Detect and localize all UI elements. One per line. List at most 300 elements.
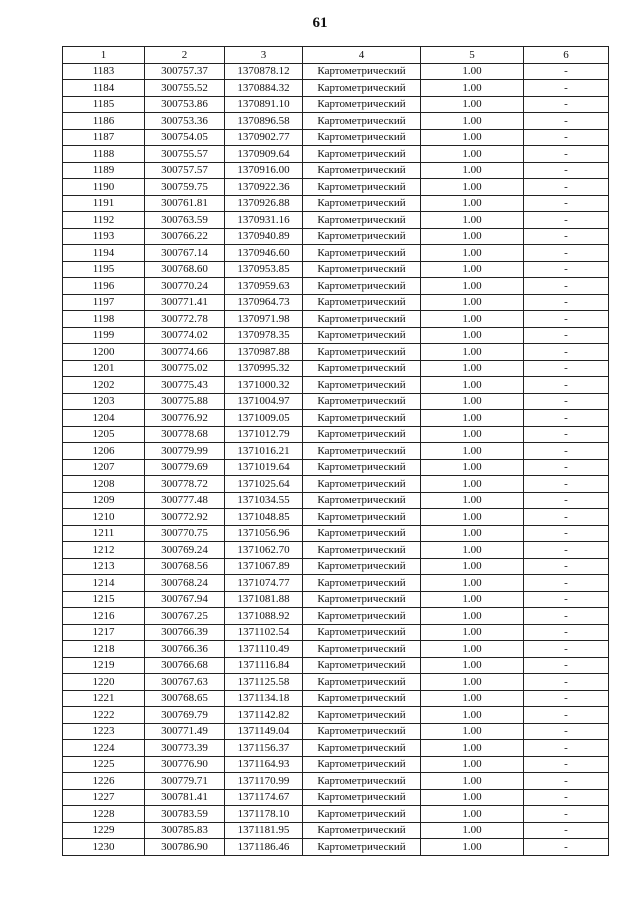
table-row: [63, 509, 609, 526]
table-row: [63, 806, 609, 823]
y-coordinate-cell: 1371110.49: [225, 641, 303, 658]
accuracy-cell: 1.00: [421, 179, 524, 196]
note-cell: -: [524, 195, 609, 212]
method-cell: Картометрический: [303, 690, 421, 707]
point-number-cell: 1228: [63, 806, 145, 823]
y-coordinate-cell: 1371048.85: [225, 509, 303, 526]
method-cell: Картометрический: [303, 624, 421, 641]
accuracy-cell: 1.00: [421, 113, 524, 130]
table-row: [63, 789, 609, 806]
accuracy-cell: 1.00: [421, 773, 524, 790]
accuracy-cell: 1.00: [421, 261, 524, 278]
page-number: 61: [312, 15, 328, 31]
coordinates-table: [62, 46, 609, 856]
accuracy-cell: 1.00: [421, 575, 524, 592]
y-coordinate-cell: 1371116.84: [225, 657, 303, 674]
y-coordinate-cell: 1370878.12: [225, 63, 303, 80]
x-coordinate-cell: 300768.56: [145, 558, 225, 575]
table-row: [63, 624, 609, 641]
point-number-cell: 1209: [63, 492, 145, 509]
x-coordinate-cell: 300753.36: [145, 113, 225, 130]
note-cell: -: [524, 393, 609, 410]
accuracy-cell: 1.00: [421, 492, 524, 509]
point-number-cell: 1213: [63, 558, 145, 575]
method-cell: Картометрический: [303, 641, 421, 658]
point-number-cell: 1203: [63, 393, 145, 410]
x-coordinate-cell: 300771.49: [145, 723, 225, 740]
method-cell: Картометрический: [303, 558, 421, 575]
point-number-cell: 1224: [63, 740, 145, 757]
x-coordinate-cell: 300761.81: [145, 195, 225, 212]
x-coordinate-cell: 300763.59: [145, 212, 225, 229]
point-number-cell: 1222: [63, 707, 145, 724]
x-coordinate-cell: 300773.39: [145, 740, 225, 757]
table-row: [63, 327, 609, 344]
x-coordinate-cell: 300772.92: [145, 509, 225, 526]
table-row: [63, 575, 609, 592]
y-coordinate-cell: 1370940.89: [225, 228, 303, 245]
y-coordinate-cell: 1370995.32: [225, 360, 303, 377]
table-row: [63, 674, 609, 691]
point-number-cell: 1206: [63, 443, 145, 460]
accuracy-cell: 1.00: [421, 96, 524, 113]
accuracy-cell: 1.00: [421, 674, 524, 691]
note-cell: -: [524, 641, 609, 658]
point-number-cell: 1198: [63, 311, 145, 328]
table-row: [63, 294, 609, 311]
y-coordinate-cell: 1370922.36: [225, 179, 303, 196]
y-coordinate-cell: 1371025.64: [225, 476, 303, 493]
method-cell: Картометрический: [303, 129, 421, 146]
x-coordinate-cell: 300770.24: [145, 278, 225, 295]
x-coordinate-cell: 300754.05: [145, 129, 225, 146]
note-cell: -: [524, 179, 609, 196]
accuracy-cell: 1.00: [421, 63, 524, 80]
x-coordinate-cell: 300786.90: [145, 839, 225, 856]
y-coordinate-cell: 1371178.10: [225, 806, 303, 823]
x-coordinate-cell: 300783.59: [145, 806, 225, 823]
x-coordinate-cell: 300767.14: [145, 245, 225, 262]
y-coordinate-cell: 1371012.79: [225, 426, 303, 443]
x-coordinate-cell: 300775.43: [145, 377, 225, 394]
note-cell: -: [524, 789, 609, 806]
point-number-cell: 1191: [63, 195, 145, 212]
table-row: [63, 426, 609, 443]
accuracy-cell: 1.00: [421, 558, 524, 575]
x-coordinate-cell: 300766.68: [145, 657, 225, 674]
point-number-cell: 1202: [63, 377, 145, 394]
y-coordinate-cell: 1371000.32: [225, 377, 303, 394]
accuracy-cell: 1.00: [421, 377, 524, 394]
point-number-cell: 1186: [63, 113, 145, 130]
point-number-cell: 1187: [63, 129, 145, 146]
note-cell: -: [524, 839, 609, 856]
table-row: [63, 63, 609, 80]
accuracy-cell: 1.00: [421, 839, 524, 856]
y-coordinate-cell: 1371156.37: [225, 740, 303, 757]
header-row: [63, 47, 609, 64]
accuracy-cell: 1.00: [421, 690, 524, 707]
note-cell: -: [524, 690, 609, 707]
accuracy-cell: 1.00: [421, 591, 524, 608]
y-coordinate-cell: 1371142.82: [225, 707, 303, 724]
point-number-cell: 1218: [63, 641, 145, 658]
point-number-cell: 1225: [63, 756, 145, 773]
point-number-cell: 1189: [63, 162, 145, 179]
accuracy-cell: 1.00: [421, 740, 524, 757]
method-cell: Картометрический: [303, 509, 421, 526]
accuracy-cell: 1.00: [421, 129, 524, 146]
note-cell: -: [524, 806, 609, 823]
x-coordinate-cell: 300753.86: [145, 96, 225, 113]
method-cell: Картометрический: [303, 393, 421, 410]
table-row: [63, 162, 609, 179]
x-coordinate-cell: 300766.22: [145, 228, 225, 245]
point-number-cell: 1196: [63, 278, 145, 295]
x-coordinate-cell: 300776.92: [145, 410, 225, 427]
table-row: [63, 756, 609, 773]
table-row: [63, 608, 609, 625]
table-row: [63, 344, 609, 361]
point-number-cell: 1192: [63, 212, 145, 229]
column-header: 5: [421, 47, 524, 64]
x-coordinate-cell: 300767.63: [145, 674, 225, 691]
table-row: [63, 80, 609, 97]
note-cell: -: [524, 294, 609, 311]
note-cell: -: [524, 410, 609, 427]
y-coordinate-cell: 1371074.77: [225, 575, 303, 592]
accuracy-cell: 1.00: [421, 459, 524, 476]
table-row: [63, 641, 609, 658]
method-cell: Картометрический: [303, 492, 421, 509]
x-coordinate-cell: 300767.94: [145, 591, 225, 608]
point-number-cell: 1223: [63, 723, 145, 740]
method-cell: Картометрический: [303, 410, 421, 427]
x-coordinate-cell: 300774.66: [145, 344, 225, 361]
method-cell: Картометрический: [303, 96, 421, 113]
accuracy-cell: 1.00: [421, 756, 524, 773]
accuracy-cell: 1.00: [421, 327, 524, 344]
table-row: [63, 360, 609, 377]
point-number-cell: 1216: [63, 608, 145, 625]
note-cell: -: [524, 426, 609, 443]
method-cell: Картометрический: [303, 195, 421, 212]
table-row: [63, 311, 609, 328]
point-number-cell: 1190: [63, 179, 145, 196]
y-coordinate-cell: 1370987.88: [225, 344, 303, 361]
x-coordinate-cell: 300775.88: [145, 393, 225, 410]
x-coordinate-cell: 300757.57: [145, 162, 225, 179]
note-cell: -: [524, 162, 609, 179]
method-cell: Картометрический: [303, 723, 421, 740]
y-coordinate-cell: 1370891.10: [225, 96, 303, 113]
table-row: [63, 443, 609, 460]
accuracy-cell: 1.00: [421, 723, 524, 740]
method-cell: Картометрический: [303, 294, 421, 311]
y-coordinate-cell: 1370896.58: [225, 113, 303, 130]
note-cell: -: [524, 608, 609, 625]
method-cell: Картометрический: [303, 162, 421, 179]
point-number-cell: 1195: [63, 261, 145, 278]
x-coordinate-cell: 300779.99: [145, 443, 225, 460]
x-coordinate-cell: 300774.02: [145, 327, 225, 344]
point-number-cell: 1210: [63, 509, 145, 526]
x-coordinate-cell: 300775.02: [145, 360, 225, 377]
accuracy-cell: 1.00: [421, 294, 524, 311]
method-cell: Картометрический: [303, 459, 421, 476]
accuracy-cell: 1.00: [421, 641, 524, 658]
accuracy-cell: 1.00: [421, 624, 524, 641]
note-cell: -: [524, 740, 609, 757]
accuracy-cell: 1.00: [421, 162, 524, 179]
y-coordinate-cell: 1371019.64: [225, 459, 303, 476]
table-header: [63, 47, 609, 64]
accuracy-cell: 1.00: [421, 789, 524, 806]
method-cell: Картометрический: [303, 542, 421, 559]
y-coordinate-cell: 1370926.88: [225, 195, 303, 212]
note-cell: -: [524, 558, 609, 575]
note-cell: -: [524, 591, 609, 608]
table-row: [63, 278, 609, 295]
note-cell: -: [524, 707, 609, 724]
note-cell: -: [524, 80, 609, 97]
accuracy-cell: 1.00: [421, 344, 524, 361]
table-row: [63, 740, 609, 757]
x-coordinate-cell: 300757.37: [145, 63, 225, 80]
note-cell: -: [524, 146, 609, 163]
method-cell: Картометрический: [303, 63, 421, 80]
x-coordinate-cell: 300755.52: [145, 80, 225, 97]
note-cell: -: [524, 492, 609, 509]
table-row: [63, 558, 609, 575]
y-coordinate-cell: 1371081.88: [225, 591, 303, 608]
y-coordinate-cell: 1370964.73: [225, 294, 303, 311]
note-cell: -: [524, 773, 609, 790]
method-cell: Картометрический: [303, 657, 421, 674]
x-coordinate-cell: 300778.68: [145, 426, 225, 443]
accuracy-cell: 1.00: [421, 195, 524, 212]
table-row: [63, 542, 609, 559]
method-cell: Картометрический: [303, 245, 421, 262]
point-number-cell: 1219: [63, 657, 145, 674]
y-coordinate-cell: 1370931.16: [225, 212, 303, 229]
point-number-cell: 1183: [63, 63, 145, 80]
method-cell: Картометрический: [303, 212, 421, 229]
note-cell: -: [524, 278, 609, 295]
method-cell: Картометрический: [303, 806, 421, 823]
y-coordinate-cell: 1371062.70: [225, 542, 303, 559]
table-row: [63, 96, 609, 113]
table-row: [63, 228, 609, 245]
note-cell: -: [524, 63, 609, 80]
x-coordinate-cell: 300766.39: [145, 624, 225, 641]
note-cell: -: [524, 129, 609, 146]
method-cell: Картометрический: [303, 278, 421, 295]
note-cell: -: [524, 311, 609, 328]
x-coordinate-cell: 300777.48: [145, 492, 225, 509]
table-row: [63, 822, 609, 839]
y-coordinate-cell: 1371170.99: [225, 773, 303, 790]
y-coordinate-cell: 1370953.85: [225, 261, 303, 278]
y-coordinate-cell: 1370978.35: [225, 327, 303, 344]
y-coordinate-cell: 1371164.93: [225, 756, 303, 773]
y-coordinate-cell: 1371181.95: [225, 822, 303, 839]
note-cell: -: [524, 443, 609, 460]
method-cell: Картометрический: [303, 426, 421, 443]
x-coordinate-cell: 300759.75: [145, 179, 225, 196]
point-number-cell: 1199: [63, 327, 145, 344]
method-cell: Картометрический: [303, 476, 421, 493]
note-cell: -: [524, 624, 609, 641]
y-coordinate-cell: 1371125.58: [225, 674, 303, 691]
accuracy-cell: 1.00: [421, 311, 524, 328]
y-coordinate-cell: 1371186.46: [225, 839, 303, 856]
table-body: [63, 63, 609, 855]
point-number-cell: 1211: [63, 525, 145, 542]
note-cell: -: [524, 360, 609, 377]
point-number-cell: 1217: [63, 624, 145, 641]
note-cell: -: [524, 542, 609, 559]
note-cell: -: [524, 113, 609, 130]
column-header: 1: [63, 47, 145, 64]
table-row: [63, 410, 609, 427]
accuracy-cell: 1.00: [421, 443, 524, 460]
note-cell: -: [524, 459, 609, 476]
point-number-cell: 1201: [63, 360, 145, 377]
method-cell: Картометрический: [303, 179, 421, 196]
accuracy-cell: 1.00: [421, 525, 524, 542]
accuracy-cell: 1.00: [421, 608, 524, 625]
table-row: [63, 690, 609, 707]
x-coordinate-cell: 300781.41: [145, 789, 225, 806]
method-cell: Картометрический: [303, 756, 421, 773]
x-coordinate-cell: 300766.36: [145, 641, 225, 658]
method-cell: Картометрический: [303, 773, 421, 790]
point-number-cell: 1208: [63, 476, 145, 493]
method-cell: Картометрический: [303, 344, 421, 361]
note-cell: -: [524, 245, 609, 262]
point-number-cell: 1226: [63, 773, 145, 790]
accuracy-cell: 1.00: [421, 212, 524, 229]
note-cell: -: [524, 96, 609, 113]
point-number-cell: 1221: [63, 690, 145, 707]
table-row: [63, 591, 609, 608]
table-row: [63, 839, 609, 856]
point-number-cell: 1194: [63, 245, 145, 262]
x-coordinate-cell: 300772.78: [145, 311, 225, 328]
accuracy-cell: 1.00: [421, 426, 524, 443]
table-row: [63, 476, 609, 493]
method-cell: Картометрический: [303, 740, 421, 757]
table-row: [63, 459, 609, 476]
y-coordinate-cell: 1371016.21: [225, 443, 303, 460]
y-coordinate-cell: 1370909.64: [225, 146, 303, 163]
method-cell: Картометрический: [303, 228, 421, 245]
note-cell: -: [524, 657, 609, 674]
table-row: [63, 146, 609, 163]
y-coordinate-cell: 1371102.54: [225, 624, 303, 641]
note-cell: -: [524, 228, 609, 245]
method-cell: Картометрический: [303, 80, 421, 97]
point-number-cell: 1215: [63, 591, 145, 608]
point-number-cell: 1214: [63, 575, 145, 592]
column-header: 6: [524, 47, 609, 64]
point-number-cell: 1205: [63, 426, 145, 443]
y-coordinate-cell: 1370884.32: [225, 80, 303, 97]
point-number-cell: 1185: [63, 96, 145, 113]
x-coordinate-cell: 300779.71: [145, 773, 225, 790]
point-number-cell: 1220: [63, 674, 145, 691]
table-row: [63, 113, 609, 130]
method-cell: Картометрический: [303, 525, 421, 542]
x-coordinate-cell: 300778.72: [145, 476, 225, 493]
x-coordinate-cell: 300779.69: [145, 459, 225, 476]
x-coordinate-cell: 300776.90: [145, 756, 225, 773]
y-coordinate-cell: 1371067.89: [225, 558, 303, 575]
note-cell: -: [524, 525, 609, 542]
y-coordinate-cell: 1371004.97: [225, 393, 303, 410]
table-row: [63, 212, 609, 229]
table-row: [63, 707, 609, 724]
column-header: 4: [303, 47, 421, 64]
method-cell: Картометрический: [303, 360, 421, 377]
note-cell: -: [524, 212, 609, 229]
x-coordinate-cell: 300770.75: [145, 525, 225, 542]
method-cell: Картометрический: [303, 789, 421, 806]
table-row: [63, 492, 609, 509]
method-cell: Картометрический: [303, 113, 421, 130]
accuracy-cell: 1.00: [421, 822, 524, 839]
note-cell: -: [524, 756, 609, 773]
table-row: [63, 723, 609, 740]
x-coordinate-cell: 300785.83: [145, 822, 225, 839]
method-cell: Картометрический: [303, 575, 421, 592]
note-cell: -: [524, 344, 609, 361]
method-cell: Картометрический: [303, 674, 421, 691]
method-cell: Картометрический: [303, 707, 421, 724]
y-coordinate-cell: 1370959.63: [225, 278, 303, 295]
y-coordinate-cell: 1371034.55: [225, 492, 303, 509]
method-cell: Картометрический: [303, 377, 421, 394]
y-coordinate-cell: 1371134.18: [225, 690, 303, 707]
y-coordinate-cell: 1371009.05: [225, 410, 303, 427]
y-coordinate-cell: 1371174.67: [225, 789, 303, 806]
table-row: [63, 773, 609, 790]
point-number-cell: 1207: [63, 459, 145, 476]
note-cell: -: [524, 476, 609, 493]
accuracy-cell: 1.00: [421, 657, 524, 674]
point-number-cell: 1193: [63, 228, 145, 245]
point-number-cell: 1188: [63, 146, 145, 163]
point-number-cell: 1229: [63, 822, 145, 839]
table-row: [63, 195, 609, 212]
note-cell: -: [524, 723, 609, 740]
x-coordinate-cell: 300771.41: [145, 294, 225, 311]
table-row: [63, 179, 609, 196]
accuracy-cell: 1.00: [421, 542, 524, 559]
method-cell: Картометрический: [303, 591, 421, 608]
accuracy-cell: 1.00: [421, 393, 524, 410]
point-number-cell: 1204: [63, 410, 145, 427]
method-cell: Картометрический: [303, 443, 421, 460]
y-coordinate-cell: 1370946.60: [225, 245, 303, 262]
x-coordinate-cell: 300769.24: [145, 542, 225, 559]
x-coordinate-cell: 300755.57: [145, 146, 225, 163]
accuracy-cell: 1.00: [421, 806, 524, 823]
column-header: 2: [145, 47, 225, 64]
accuracy-cell: 1.00: [421, 360, 524, 377]
method-cell: Картометрический: [303, 327, 421, 344]
